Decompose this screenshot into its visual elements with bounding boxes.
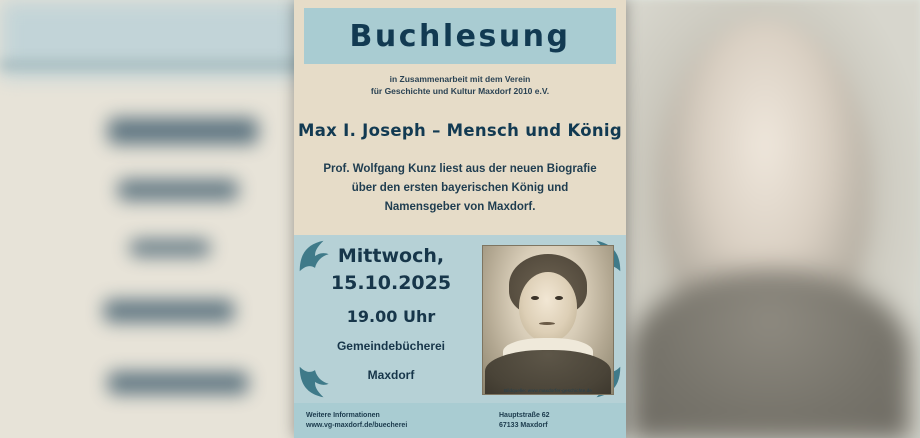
portrait-head — [519, 272, 577, 342]
poster-title-banner — [304, 8, 616, 64]
background-text-block — [104, 300, 234, 322]
event-venue-line2: Maxdorf — [367, 368, 415, 382]
poster-description-line3: Namensgeber von Maxdorf. — [384, 201, 536, 213]
poster-middle-section — [294, 121, 626, 217]
poster-subtitle-line1: in Zusammenarbeit mit dem Verein — [389, 74, 531, 84]
portrait-image — [482, 245, 614, 395]
poster-footer — [294, 403, 626, 438]
poster-description-line1: Prof. Wolfgang Kunz liest aus der neuen Biografie — [323, 163, 597, 175]
footer-info-url[interactable]: www.vg-maxdorf.de/buecherei — [306, 422, 408, 429]
footer-info-label: Weitere Informationen — [306, 412, 380, 419]
background-rule — [0, 60, 330, 70]
poster-description-line2: über den ersten bayerischen König und — [351, 182, 569, 194]
footer-address-line1: Hauptstraße 62 — [499, 412, 550, 419]
background-left-page — [0, 0, 330, 438]
background-text-block — [130, 240, 210, 256]
portrait-eye — [531, 296, 539, 300]
footer-info — [306, 411, 407, 431]
poster-subtitle — [294, 73, 626, 97]
background-text-block — [118, 180, 238, 200]
event-poster — [294, 0, 626, 438]
background-text-block — [108, 118, 258, 144]
background-portrait-coat — [630, 270, 910, 438]
portrait-eye — [555, 296, 563, 300]
event-time: 19.00 Uhr — [346, 307, 436, 326]
event-date-line2: 15.10.2025 — [330, 272, 452, 294]
event-details — [302, 243, 480, 413]
poster-subtitle-line2: für Geschichte und Kultur Maxdorf 2010 e.V. — [370, 86, 550, 96]
portrait-mouth — [539, 322, 555, 325]
poster-title: Buchlesung — [349, 18, 571, 54]
background-text-block — [108, 372, 248, 394]
event-date-line1: Mittwoch, — [337, 245, 445, 267]
poster-description — [294, 160, 626, 217]
footer-address-line2: 67133 Maxdorf — [499, 422, 548, 429]
background-portrait — [620, 0, 920, 438]
poster-details-panel — [294, 235, 626, 403]
event-venue-line1: Gemeindebücherei — [336, 339, 446, 353]
poster-headline: Max I. Joseph – Mensch und König — [297, 121, 623, 140]
image-credit: Bildquelle: www.maxdorfer-geschichte.de — [504, 388, 592, 393]
footer-address — [499, 411, 550, 431]
